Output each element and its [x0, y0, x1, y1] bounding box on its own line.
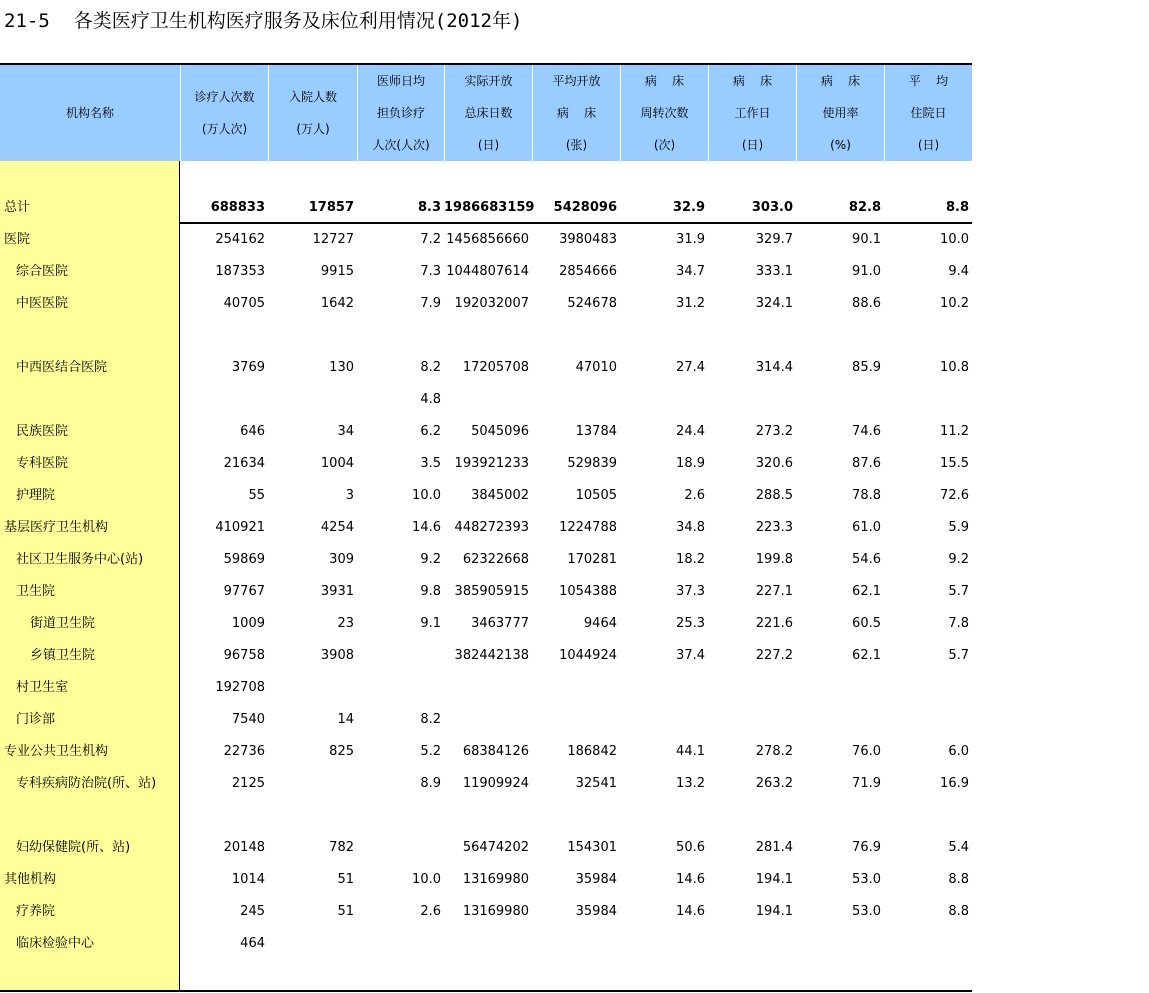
cell-doctor_load: 5.2	[420, 744, 441, 759]
cell-turnover	[620, 800, 705, 832]
cell-admissions: 3908	[320, 648, 354, 663]
cell-doctor_load: 2.6	[420, 904, 441, 919]
cell-stay: 16.9	[940, 776, 969, 791]
cell-turnover: 14.6	[676, 904, 705, 919]
cell-avg_beds	[532, 800, 617, 832]
cell-visits: 2125	[231, 776, 265, 791]
cell-admissions	[268, 928, 354, 960]
cell-stay	[884, 320, 969, 352]
cell-visits: 192708	[215, 680, 265, 695]
cell-turnover: 32.9	[672, 200, 705, 215]
cell-bed_days: 3845002	[471, 488, 529, 503]
cell-turnover	[620, 384, 705, 416]
cell-admissions: 14	[337, 712, 354, 727]
cell-usage: 76.0	[852, 744, 881, 759]
cell-stay: 8.8	[945, 200, 969, 215]
table-bottom-rule	[0, 990, 972, 992]
cell-stay: 7.8	[948, 616, 969, 631]
cell-admissions	[268, 672, 354, 704]
cell-stay: 5.7	[948, 648, 969, 663]
header-line: 病 床	[556, 106, 597, 120]
row-label: 专业公共卫生机构	[4, 744, 109, 759]
cell-turnover	[620, 672, 705, 704]
cell-bed_days: 5045096	[471, 424, 529, 439]
table-row	[0, 416, 972, 448]
header-line: 工作日	[734, 106, 771, 120]
cell-bed_days: 13169980	[462, 904, 529, 919]
header-line: 机构名称	[65, 106, 114, 120]
cell-usage	[796, 800, 881, 832]
cell-work_days	[708, 800, 793, 832]
cell-bed_days: 62322668	[462, 552, 529, 567]
cell-bed_days: 56474202	[462, 840, 529, 855]
cell-bed_days	[444, 928, 529, 960]
cell-bed_days: 192032007	[454, 296, 529, 311]
cell-work_days: 314.4	[755, 360, 793, 375]
cell-turnover: 37.3	[676, 584, 705, 599]
cell-visits: 97767	[223, 584, 265, 599]
cell-visits: 1009	[231, 616, 265, 631]
cell-work_days: 194.1	[755, 904, 793, 919]
cell-usage: 82.8	[848, 200, 881, 215]
header-line: (万人)	[296, 122, 330, 136]
cell-bed_days: 448272393	[454, 520, 529, 535]
cell-doctor_load: 3.5	[420, 456, 441, 471]
cell-turnover: 18.9	[676, 456, 705, 471]
cell-avg_beds: 5428096	[553, 200, 617, 215]
cell-avg_beds: 9464	[583, 616, 617, 631]
header-line: (次)	[653, 138, 676, 152]
cell-usage: 90.1	[852, 232, 881, 247]
table-row	[0, 736, 972, 768]
cell-avg_beds: 13784	[575, 424, 617, 439]
cell-work_days: 227.2	[755, 648, 793, 663]
cell-visits: 254162	[215, 232, 265, 247]
cell-avg_beds: 47010	[575, 360, 617, 375]
cell-turnover: 31.9	[676, 232, 705, 247]
header-line: 担负诊疗	[376, 106, 425, 120]
cell-usage	[796, 672, 881, 704]
cell-admissions	[268, 320, 354, 352]
cell-visits: 688833	[210, 200, 265, 215]
cell-visits: 55	[248, 488, 265, 503]
table-row	[0, 896, 972, 928]
cell-avg_beds: 524678	[567, 296, 617, 311]
cell-stay: 11.2	[940, 424, 969, 439]
table-row	[0, 480, 972, 512]
table-row	[0, 224, 972, 256]
cell-turnover: 2.6	[684, 488, 705, 503]
cell-avg_beds: 35984	[575, 904, 617, 919]
cell-admissions: 12727	[312, 232, 354, 247]
cell-admissions: 51	[337, 904, 354, 919]
cell-admissions: 782	[329, 840, 354, 855]
cell-bed_days: 1456856660	[446, 232, 529, 247]
header-line: 平均开放	[552, 74, 601, 88]
cell-usage: 78.8	[852, 488, 881, 503]
cell-doctor_load: 8.3	[417, 200, 441, 215]
cell-bed_days	[444, 384, 529, 416]
header-line: 平 均	[908, 74, 949, 88]
cell-turnover: 37.4	[676, 648, 705, 663]
cell-doctor_load: 6.2	[420, 424, 441, 439]
cell-usage: 74.6	[852, 424, 881, 439]
table-number: 21-5	[4, 10, 50, 32]
cell-admissions	[268, 384, 354, 416]
cell-doctor_load	[357, 800, 441, 832]
cell-avg_beds: 154301	[567, 840, 617, 855]
cell-bed_days	[444, 672, 529, 704]
cell-stay: 5.4	[948, 840, 969, 855]
cell-stay	[884, 672, 969, 704]
cell-visits: 187353	[215, 264, 265, 279]
cell-avg_beds: 1044924	[559, 648, 617, 663]
cell-doctor_load: 7.9	[420, 296, 441, 311]
cell-doctor_load: 10.0	[412, 488, 441, 503]
cell-admissions: 825	[329, 744, 354, 759]
cell-turnover: 18.2	[676, 552, 705, 567]
cell-stay	[884, 800, 969, 832]
cell-doctor_load: 14.6	[412, 520, 441, 535]
row-label: 疗养院	[16, 904, 56, 919]
cell-work_days: 281.4	[755, 840, 793, 855]
table-row	[0, 800, 972, 832]
header-line: 诊疗人次数	[194, 90, 255, 104]
table-row	[0, 704, 972, 736]
row-label: 临床检验中心	[16, 936, 95, 951]
row-label: 综合医院	[16, 264, 69, 279]
table-row	[0, 320, 972, 352]
table-row	[0, 768, 972, 800]
table-row	[0, 192, 972, 224]
cell-doctor_load: 7.2	[420, 232, 441, 247]
cell-usage: 62.1	[852, 584, 881, 599]
cell-avg_beds: 529839	[567, 456, 617, 471]
cell-doctor_load: 7.3	[420, 264, 441, 279]
cell-stay: 5.7	[948, 584, 969, 599]
cell-work_days: 303.0	[751, 200, 793, 215]
cell-stay: 15.5	[940, 456, 969, 471]
table-row	[0, 608, 972, 640]
header-line: (日)	[741, 138, 764, 152]
cell-visits: 40705	[223, 296, 265, 311]
cell-doctor_load	[357, 320, 441, 352]
cell-usage: 71.9	[852, 776, 881, 791]
cell-usage: 91.0	[852, 264, 881, 279]
cell-turnover: 34.8	[676, 520, 705, 535]
cell-usage: 54.6	[852, 552, 881, 567]
header-line: (日)	[477, 138, 500, 152]
cell-stay: 10.0	[940, 232, 969, 247]
table-title: 各类医疗卫生机构医疗服务及床位利用情况(2012年)	[73, 10, 523, 32]
cell-avg_beds: 35984	[575, 872, 617, 887]
cell-bed_days	[444, 704, 529, 736]
cell-visits: 22736	[223, 744, 265, 759]
cell-turnover: 13.2	[676, 776, 705, 791]
cell-admissions	[268, 800, 354, 832]
table-row	[0, 832, 972, 864]
row-label: 社区卫生服务中心(站)	[16, 552, 144, 567]
cell-visits: 410921	[215, 520, 265, 535]
cell-bed_days: 193921233	[454, 456, 529, 471]
cell-work_days: 329.7	[755, 232, 793, 247]
row-label: 乡镇卫生院	[30, 648, 96, 663]
cell-visits: 96758	[223, 648, 265, 663]
cell-admissions: 17857	[308, 200, 354, 215]
row-label: 其他机构	[4, 872, 57, 887]
cell-stay	[884, 384, 969, 416]
cell-work_days: 288.5	[755, 488, 793, 503]
cell-bed_days: 13169980	[462, 872, 529, 887]
cell-admissions: 1004	[320, 456, 354, 471]
cell-usage: 88.6	[852, 296, 881, 311]
cell-doctor_load: 9.1	[420, 616, 441, 631]
row-label: 门诊部	[16, 712, 56, 727]
cell-admissions: 9915	[320, 264, 354, 279]
row-label: 街道卫生院	[30, 616, 96, 631]
header-line: 病 床	[820, 74, 861, 88]
cell-bed_days: 17205708	[462, 360, 529, 375]
cell-bed_days	[444, 320, 529, 352]
cell-visits: 59869	[223, 552, 265, 567]
cell-bed_days: 1986683159	[444, 200, 535, 215]
cell-avg_beds	[532, 320, 617, 352]
row-label: 民族医院	[16, 424, 69, 439]
header-line: 病 床	[644, 74, 685, 88]
cell-turnover: 25.3	[676, 616, 705, 631]
cell-work_days	[708, 928, 793, 960]
table-row	[0, 352, 972, 384]
cell-bed_days	[444, 800, 529, 832]
cell-bed_days: 11909924	[462, 776, 529, 791]
row-label: 医院	[4, 232, 31, 247]
row-label: 中医医院	[16, 296, 69, 311]
header-line: 住院日	[910, 106, 947, 120]
cell-visits: 464	[240, 936, 265, 951]
cell-stay: 9.4	[948, 264, 969, 279]
cell-avg_beds: 1054388	[559, 584, 617, 599]
cell-stay: 8.8	[948, 872, 969, 887]
cell-avg_beds: 1224788	[559, 520, 617, 535]
cell-admissions: 34	[337, 424, 354, 439]
cell-doctor_load	[357, 672, 441, 704]
row-label: 专科疾病防治院(所、站)	[16, 776, 157, 791]
cell-usage: 76.9	[852, 840, 881, 855]
cell-bed_days: 382442138	[454, 648, 529, 663]
cell-visits: 3769	[231, 360, 265, 375]
cell-turnover	[620, 928, 705, 960]
cell-work_days	[708, 704, 793, 736]
cell-bed_days: 68384126	[462, 744, 529, 759]
cell-work_days: 221.6	[755, 616, 793, 631]
table-row	[0, 640, 972, 672]
cell-visits: 245	[240, 904, 265, 919]
cell-stay: 10.2	[940, 296, 969, 311]
table-row	[0, 448, 972, 480]
cell-doctor_load: 4.8	[420, 392, 441, 407]
cell-doctor_load	[357, 928, 441, 960]
cell-turnover: 24.4	[676, 424, 705, 439]
cell-usage	[796, 384, 881, 416]
cell-turnover: 44.1	[676, 744, 705, 759]
cell-work_days	[708, 672, 793, 704]
table-row	[0, 576, 972, 608]
table-row	[0, 544, 972, 576]
table-row	[0, 672, 972, 704]
cell-turnover	[620, 704, 705, 736]
cell-turnover: 14.6	[676, 872, 705, 887]
cell-work_days: 227.1	[755, 584, 793, 599]
cell-visits	[180, 320, 265, 352]
cell-visits: 20148	[223, 840, 265, 855]
cell-usage: 87.6	[852, 456, 881, 471]
cell-turnover: 27.4	[676, 360, 705, 375]
table-row	[0, 256, 972, 288]
cell-admissions: 1642	[320, 296, 354, 311]
cell-doctor_load: 10.0	[412, 872, 441, 887]
cell-avg_beds	[532, 928, 617, 960]
header-line: 周转次数	[640, 106, 689, 120]
cell-visits: 646	[240, 424, 265, 439]
header-line: (%)	[830, 138, 851, 152]
row-label: 妇幼保健院(所、站)	[16, 840, 131, 855]
cell-usage: 53.0	[852, 872, 881, 887]
header-line: (张)	[565, 138, 588, 152]
cell-bed_days: 385905915	[454, 584, 529, 599]
cell-admissions: 130	[329, 360, 354, 375]
cell-avg_beds	[532, 384, 617, 416]
cell-avg_beds: 2854666	[559, 264, 617, 279]
cell-visits	[180, 384, 265, 416]
row-label: 基层医疗卫生机构	[4, 520, 109, 535]
table-row	[0, 512, 972, 544]
cell-stay	[884, 704, 969, 736]
cell-turnover	[620, 320, 705, 352]
cell-admissions: 3	[345, 488, 354, 503]
table-row	[0, 288, 972, 320]
cell-avg_beds	[532, 672, 617, 704]
header-line: 总床日数	[464, 106, 513, 120]
cell-admissions	[268, 768, 354, 800]
cell-stay: 72.6	[940, 488, 969, 503]
cell-admissions: 3931	[320, 584, 354, 599]
cell-doctor_load: 9.8	[420, 584, 441, 599]
row-label: 村卫生室	[16, 680, 69, 695]
row-label: 专科医院	[16, 456, 69, 471]
cell-doctor_load: 8.2	[420, 360, 441, 375]
cell-bed_days: 1044807614	[446, 264, 529, 279]
cell-visits	[180, 800, 265, 832]
cell-work_days	[708, 320, 793, 352]
header-line: 医师日均	[376, 74, 425, 88]
cell-usage: 62.1	[852, 648, 881, 663]
cell-avg_beds: 170281	[567, 552, 617, 567]
header-line: 入院人数	[288, 90, 337, 104]
cell-turnover: 31.2	[676, 296, 705, 311]
cell-work_days: 223.3	[755, 520, 793, 535]
cell-admissions: 23	[337, 616, 354, 631]
row-label: 中西医结合医院	[16, 360, 108, 375]
cell-stay: 6.0	[948, 744, 969, 759]
cell-stay: 5.9	[948, 520, 969, 535]
cell-avg_beds: 3980483	[559, 232, 617, 247]
cell-usage: 53.0	[852, 904, 881, 919]
cell-avg_beds	[532, 704, 617, 736]
cell-bed_days: 3463777	[471, 616, 529, 631]
header-line: 使用率	[822, 106, 859, 120]
cell-usage	[796, 320, 881, 352]
cell-doctor_load	[357, 640, 441, 672]
cell-doctor_load: 9.2	[420, 552, 441, 567]
cell-work_days: 263.2	[755, 776, 793, 791]
header-line: 病 床	[732, 74, 773, 88]
row-label: 护理院	[16, 488, 56, 503]
cell-usage: 60.5	[852, 616, 881, 631]
cell-work_days: 324.1	[755, 296, 793, 311]
header-line: (万人次)	[201, 122, 248, 136]
cell-doctor_load: 8.9	[420, 776, 441, 791]
cell-doctor_load	[357, 832, 441, 864]
cell-work_days: 333.1	[755, 264, 793, 279]
cell-admissions: 51	[337, 872, 354, 887]
cell-visits: 21634	[223, 456, 265, 471]
cell-stay: 9.2	[948, 552, 969, 567]
cell-work_days: 278.2	[755, 744, 793, 759]
cell-stay	[884, 928, 969, 960]
table-row	[0, 384, 972, 416]
cell-work_days: 194.1	[755, 872, 793, 887]
cell-work_days: 320.6	[755, 456, 793, 471]
row-label: 卫生院	[16, 584, 56, 599]
cell-visits: 1014	[231, 872, 265, 887]
cell-stay: 8.8	[948, 904, 969, 919]
table-row	[0, 864, 972, 896]
cell-doctor_load: 8.2	[420, 712, 441, 727]
cell-avg_beds: 32541	[575, 776, 617, 791]
cell-usage	[796, 704, 881, 736]
cell-turnover: 34.7	[676, 264, 705, 279]
cell-usage: 61.0	[852, 520, 881, 535]
cell-visits: 7540	[231, 712, 265, 727]
cell-turnover: 50.6	[676, 840, 705, 855]
cell-work_days: 199.8	[755, 552, 793, 567]
cell-work_days: 273.2	[755, 424, 793, 439]
cell-avg_beds: 186842	[567, 744, 617, 759]
cell-usage	[796, 928, 881, 960]
cell-work_days	[708, 384, 793, 416]
header-line: 人次(人次)	[372, 138, 430, 152]
row-label: 总计	[4, 200, 31, 215]
cell-usage: 85.9	[852, 360, 881, 375]
cell-avg_beds: 10505	[575, 488, 617, 503]
header-line: (日)	[917, 138, 940, 152]
cell-admissions: 309	[329, 552, 354, 567]
header-line: 实际开放	[464, 74, 513, 88]
cell-stay: 10.8	[940, 360, 969, 375]
table-row	[0, 928, 972, 960]
cell-admissions: 4254	[320, 520, 354, 535]
